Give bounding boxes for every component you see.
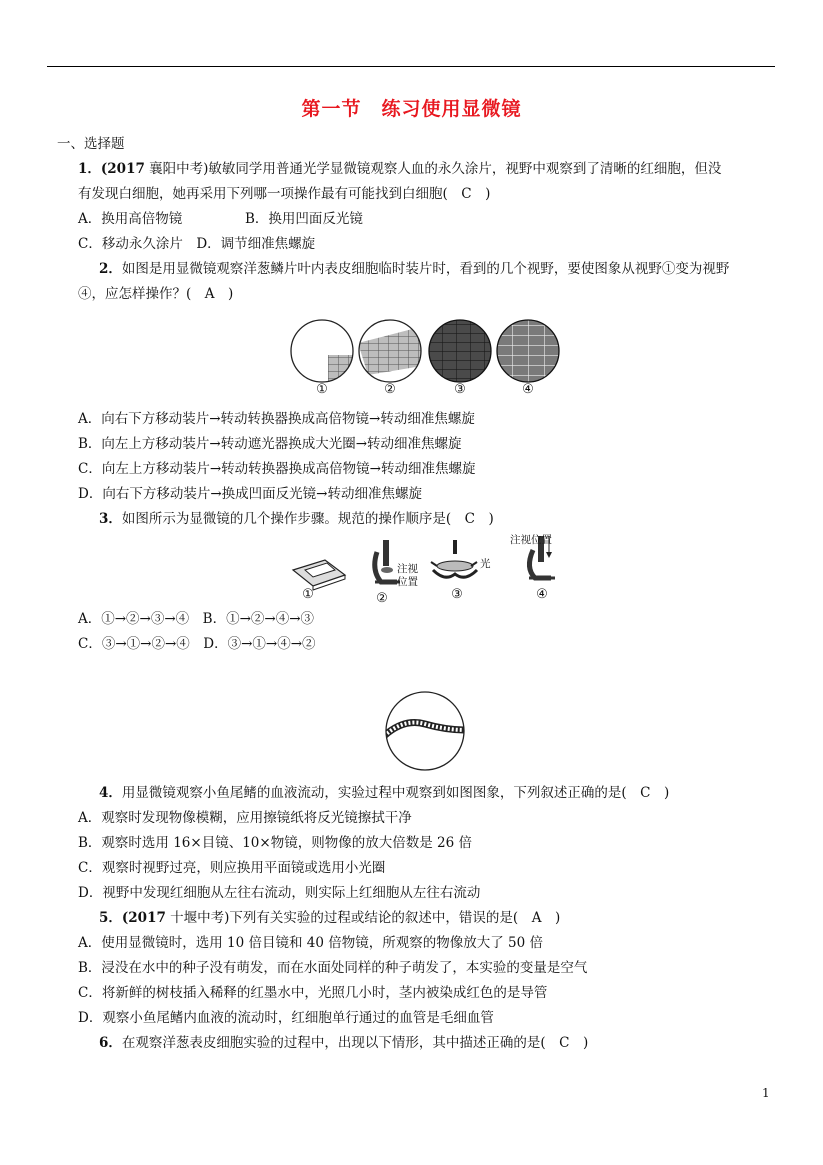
q3-text: 如图所示为显微镜的几个操作步骤。规范的操作顺序是( C ) <box>121 511 494 527</box>
q3-options-ab: A．①→②→③→④ B．①→②→④→③ <box>78 611 315 627</box>
q2-text: 如图是用显微镜观察洋葱鳞片叶内表皮细胞临时装片时，看到的几个视野，要使图象从视野①变为视野 <box>121 261 730 277</box>
q3-label-1: ① <box>302 587 314 602</box>
q4-text: 用显微镜观察小鱼尾鳍的血液流动，实验过程中观察到如图图象，下列叙述正确的是( C ) <box>121 785 670 801</box>
q3-options-cd: C．③→①→②→④ D．③→①→④→② <box>78 636 316 652</box>
q4-option-c: C．观察时视野过亮，则应换用平面镜或选用小光圈 <box>78 860 386 876</box>
q2-line1 <box>99 259 729 279</box>
q2-option-c: C．向左上方移动装片→转动转换器换成高倍物镜→转动细准焦螺旋 <box>78 461 476 477</box>
q5-number: 5． <box>99 910 122 926</box>
page-title: 第一节 练习使用显微镜 <box>301 98 522 120</box>
page-number: 1 <box>762 1086 770 1100</box>
view-3 <box>429 320 491 382</box>
q6-line1 <box>99 1033 588 1053</box>
q4-option-b: B．观察时选用 16×目镜、10×物镜，则物像的放大倍数是 26 倍 <box>78 835 472 851</box>
q3-figure-text-zhushiweizhi: 注视位置 <box>510 534 552 546</box>
q1-text: 襄阳中考)敏敏同学用普通光学显微镜观察人血的永久涂片，视野中观察到了清晰的红细胞，但没 <box>144 161 722 177</box>
q4-line1 <box>99 783 669 803</box>
q1-line2: 有发现白细胞，她再采用下列哪一项操作最有可能找到白细胞( C ) <box>78 186 491 202</box>
q5-option-c: C．将新鲜的树枝插入稀释的红墨水中，光照几小时，茎内被染成红色的是导管 <box>78 985 548 1001</box>
q2-label-3: ③ <box>454 382 466 397</box>
q2-label-2: ② <box>384 382 396 397</box>
q6-text: 在观察洋葱表皮细胞实验的过程中，出现以下情形，其中描述正确的是( C ) <box>121 1035 589 1051</box>
q4-figure-capillary <box>384 690 466 772</box>
view-2 <box>358 320 428 382</box>
q5-option-d: D．观察小鱼尾鳍内血液的流动时，红细胞单行通过的血管是毛细血管 <box>78 1010 494 1026</box>
q5-source-year: (2017 <box>121 910 166 926</box>
q4-option-a: A．观察时发现物像模糊，应用擦镜纸将反光镜擦拭干净 <box>78 810 412 826</box>
q4-option-d: D．视野中发现红细胞从左往右流动，则实际上红细胞从左往右流动 <box>78 885 481 901</box>
q1-option-b: B．换用凹面反光镜 <box>245 211 363 227</box>
q3-figure-text-weizhi: 位置 <box>397 576 418 588</box>
q5-option-a: A．使用显微镜时，选用 10 倍目镜和 40 倍物镜，所观察的物像放大了 50 倍 <box>78 935 544 951</box>
q2-option-a: A．向右下方移动装片→转动转换器换成高倍物镜→转动细准焦螺旋 <box>78 411 475 427</box>
q2-option-d: D．向右下方移动装片→换成凹面反光镜→转动细准焦螺旋 <box>78 486 422 502</box>
q5-text: 十堰中考)下列有关实验的过程或结论的叙述中，错误的是( A ) <box>165 910 561 926</box>
q1-line1 <box>78 159 721 179</box>
q4-number: 4． <box>99 785 122 801</box>
q2-line2: ④，应怎样操作？( A ) <box>78 286 234 302</box>
q3-figure-text-zhushi: 注视 <box>397 563 418 575</box>
q3-label-3: ③ <box>451 587 463 602</box>
q2-label-4: ④ <box>522 382 534 397</box>
header-rule <box>47 66 775 67</box>
q1-source-year: (2017 <box>100 161 145 177</box>
q3-number: 3． <box>99 511 122 527</box>
q2-option-b: B．向左上方移动装片→转动遮光器换成大光圈→转动细准焦螺旋 <box>78 436 462 452</box>
q3-line1 <box>99 509 494 529</box>
q3-label-2: ② <box>376 591 388 606</box>
q1-number: 1． <box>78 161 101 177</box>
q1-option-a: A．换用高倍物镜 <box>78 211 183 227</box>
q5-line1 <box>99 908 560 928</box>
q2-label-1: ① <box>316 382 328 397</box>
q2-number: 2． <box>99 261 122 277</box>
q1-options-cd: C．移动永久涂片 D．调节细准焦螺旋 <box>78 236 316 252</box>
view-4 <box>497 320 559 382</box>
view-1 <box>291 320 358 385</box>
section-heading: 一、选择题 <box>57 136 125 152</box>
q5-option-b: B．浸没在水中的种子没有萌发，而在水面处同样的种子萌发了，本实验的变量是空气 <box>78 960 588 976</box>
q6-number: 6． <box>99 1035 122 1051</box>
q3-label-4: ④ <box>536 587 548 602</box>
q3-figure-text-guang: 光 <box>480 558 491 570</box>
step-3-light <box>431 540 477 577</box>
step-1-slide <box>293 560 345 590</box>
